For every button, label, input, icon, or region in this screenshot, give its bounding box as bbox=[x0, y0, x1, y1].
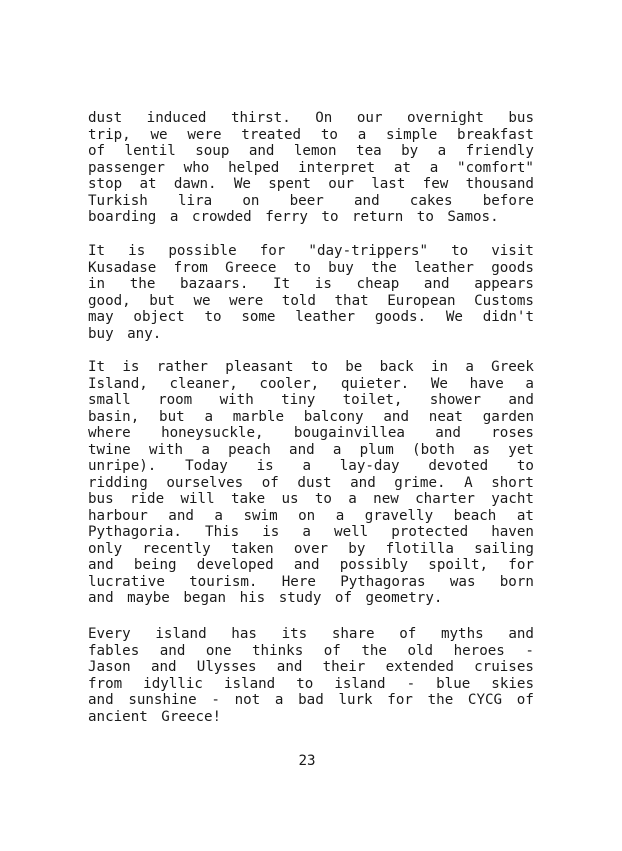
text-line: of lentil soup and lemon tea by a friendly bbox=[88, 143, 534, 159]
text-line: only recently taken over by flotilla sailing bbox=[88, 540, 534, 557]
text-line: from idyllic island to island - blue skies bbox=[88, 675, 534, 692]
text-line: and being developed and possibly spoilt, for bbox=[88, 557, 534, 573]
page-number-label: 23 bbox=[298, 753, 316, 769]
text-line: ridding ourselves of dust and grime. A short bbox=[88, 474, 534, 491]
text-line: basin, but a marble balcony and neat garden bbox=[88, 408, 534, 425]
text-line: Turkish lira on beer and cakes before bbox=[88, 192, 534, 209]
text-line: Every island has its share of myths and bbox=[88, 626, 534, 642]
text-line: Pythagoria. This is a well protected haven bbox=[88, 524, 534, 540]
text-line: twine with a peach and a plum (both as yet bbox=[88, 441, 534, 458]
text-line: where honeysuckle, bougainvillea and roses bbox=[88, 425, 534, 441]
page-number bbox=[0, 753, 622, 769]
paragraph-4 bbox=[88, 626, 534, 725]
text-line: dust induced thirst. On our overnight bus bbox=[88, 110, 534, 126]
text-line: Jason and Ulysses and their extended cruises bbox=[88, 659, 534, 675]
text-line: stop at dawn. We spent our last few thousand bbox=[88, 176, 534, 192]
text-line: Kusadase from Greece to buy the leather goods bbox=[88, 259, 534, 276]
text-line: and sunshine - not a bad lurk for the CYCG of bbox=[88, 692, 534, 708]
text-line: small room with tiny toilet, shower and bbox=[88, 392, 534, 408]
paragraph-1 bbox=[88, 110, 534, 226]
text-line: Island, cleaner, cooler, quieter. We have a bbox=[88, 375, 534, 392]
text-line: harbour and a swim on a gravelly beach at bbox=[88, 507, 534, 524]
text-line: good, but we were told that European Customs bbox=[88, 292, 534, 309]
text-line: bus ride will take us to a new charter yacht bbox=[88, 491, 534, 507]
paragraph-2 bbox=[88, 243, 534, 342]
text-line: buy any. bbox=[88, 325, 162, 342]
text-line: boarding a crowded ferry to return to Samos. bbox=[88, 209, 499, 225]
text-line: It is rather pleasant to be back in a Greek bbox=[88, 359, 534, 375]
text-line: fables and one thinks of the old heroes - bbox=[88, 642, 534, 659]
text-line: unripe). Today is a lay-day devoted to bbox=[88, 458, 534, 474]
text-line: may object to some leather goods. We didn't bbox=[88, 309, 534, 325]
text-line: passenger who helped interpret at a "comfort" bbox=[88, 159, 534, 176]
text-line: lucrative tourism. Here Pythagoras was born bbox=[88, 573, 534, 590]
text-line: and maybe began his study of geometry. bbox=[88, 590, 443, 606]
text-line: in the bazaars. It is cheap and appears bbox=[88, 276, 534, 292]
text-line: trip, we were treated to a simple breakfast bbox=[88, 126, 534, 143]
paragraph-3 bbox=[88, 359, 534, 607]
text-line: ancient Greece! bbox=[88, 708, 222, 725]
text-line: It is possible for "day-trippers" to visit bbox=[88, 243, 534, 259]
